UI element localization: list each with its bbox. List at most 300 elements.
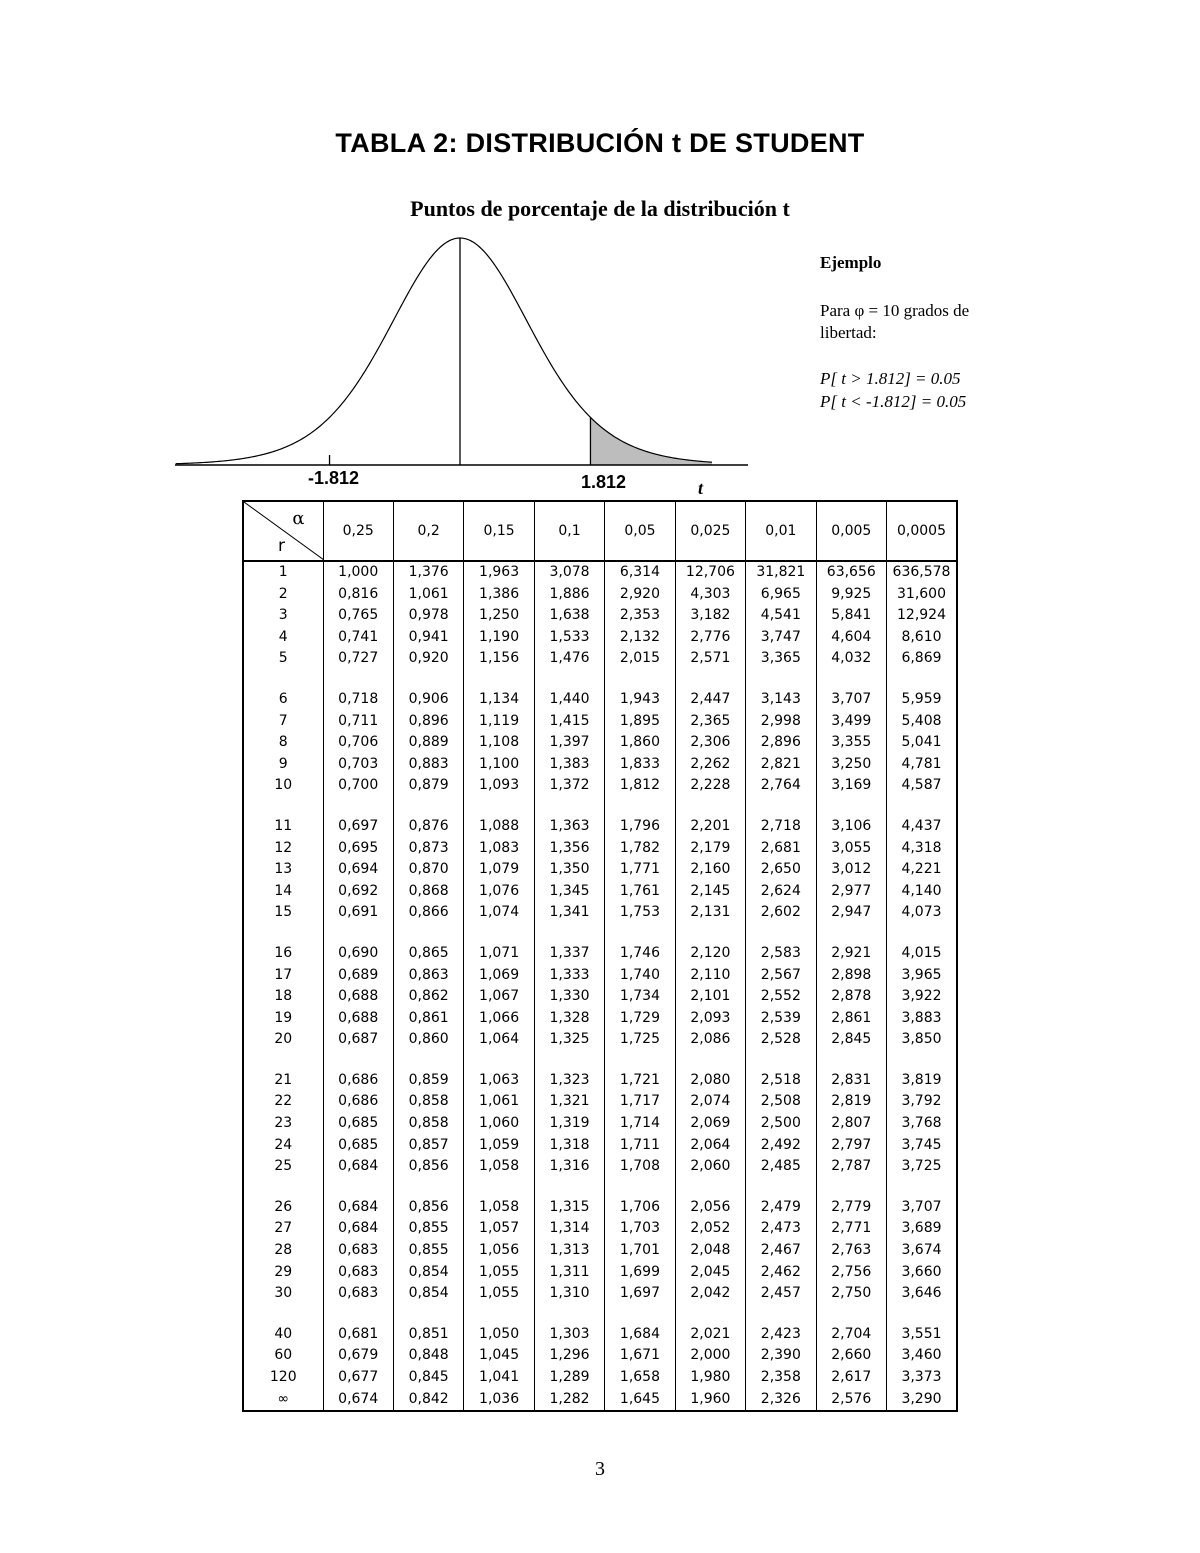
critical-value-cell: 1,058 bbox=[464, 1156, 534, 1178]
spacer-cell bbox=[393, 797, 463, 816]
critical-value-cell: 2,064 bbox=[675, 1135, 745, 1157]
critical-value-cell: 4,140 bbox=[887, 881, 958, 903]
table-row bbox=[243, 1218, 957, 1240]
spacer-cell bbox=[323, 1051, 393, 1070]
critical-value-cell: 1,319 bbox=[534, 1113, 604, 1135]
critical-value-cell: 6,965 bbox=[746, 584, 816, 606]
spacer-cell bbox=[464, 670, 534, 689]
critical-value-cell: 2,756 bbox=[816, 1262, 886, 1284]
critical-value-cell: 2,518 bbox=[746, 1070, 816, 1092]
critical-value-cell: 1,061 bbox=[464, 1091, 534, 1113]
df-cell: 60 bbox=[274, 1347, 293, 1364]
critical-value-cell: 1,717 bbox=[605, 1091, 675, 1113]
critical-value-cell: 1,960 bbox=[675, 1389, 745, 1412]
critical-value-cell: 1,057 bbox=[464, 1218, 534, 1240]
critical-value-cell: 2,423 bbox=[746, 1324, 816, 1346]
critical-value-cell: 1,134 bbox=[464, 689, 534, 711]
critical-value-cell: 2,201 bbox=[675, 816, 745, 838]
spacer-cell bbox=[675, 797, 745, 816]
spacer-cell bbox=[816, 797, 886, 816]
spacer-cell bbox=[323, 924, 393, 943]
critical-value-cell: 2,500 bbox=[746, 1113, 816, 1135]
critical-value-cell: 0,865 bbox=[393, 943, 463, 965]
df-cell: 11 bbox=[274, 817, 293, 834]
upper-tail-shaded-area bbox=[590, 417, 712, 465]
critical-value-cell: 2,353 bbox=[605, 605, 675, 627]
critical-value-cell: 1,303 bbox=[534, 1324, 604, 1346]
critical-value-cell: 1,321 bbox=[534, 1091, 604, 1113]
critical-value-cell: 1,701 bbox=[605, 1240, 675, 1262]
critical-value-cell: 2,764 bbox=[746, 775, 816, 797]
critical-value-cell: 1,156 bbox=[464, 648, 534, 670]
critical-value-cell: 2,262 bbox=[675, 754, 745, 776]
critical-value-cell: 2,145 bbox=[675, 881, 745, 903]
critical-value-cell: 1,638 bbox=[534, 605, 604, 627]
df-cell: 4 bbox=[278, 628, 288, 645]
critical-value-cell: 0,879 bbox=[393, 775, 463, 797]
spacer-cell bbox=[675, 1051, 745, 1070]
spacer-cell bbox=[393, 1051, 463, 1070]
critical-value-cell: 1,714 bbox=[605, 1113, 675, 1135]
critical-value-cell: 6,314 bbox=[605, 561, 675, 584]
spacer-cell bbox=[887, 924, 958, 943]
critical-value-cell: 1,740 bbox=[605, 965, 675, 987]
critical-value-cell: 1,372 bbox=[534, 775, 604, 797]
critical-value-cell: 1,314 bbox=[534, 1218, 604, 1240]
spacer-cell bbox=[534, 1051, 604, 1070]
df-cell: 16 bbox=[274, 944, 293, 961]
t-axis-label: t bbox=[698, 478, 704, 498]
critical-value-cell: 1,356 bbox=[534, 838, 604, 860]
critical-value-cell: 1,771 bbox=[605, 859, 675, 881]
spacer-cell bbox=[534, 797, 604, 816]
critical-value-cell: 1,708 bbox=[605, 1156, 675, 1178]
critical-value-cell: 1,341 bbox=[534, 902, 604, 924]
density-curve bbox=[176, 238, 712, 464]
table-row bbox=[243, 1113, 957, 1135]
critical-value-cell: 3,745 bbox=[887, 1135, 958, 1157]
critical-value-cell: 3,106 bbox=[816, 816, 886, 838]
critical-value-cell: 31,600 bbox=[887, 584, 958, 606]
group-spacer-row bbox=[243, 670, 957, 689]
spacer-cell bbox=[243, 1051, 323, 1070]
spacer-cell bbox=[605, 1051, 675, 1070]
spacer-cell bbox=[675, 1305, 745, 1324]
df-cell: ∞ bbox=[277, 1390, 290, 1407]
critical-value-cell: 1,345 bbox=[534, 881, 604, 903]
alpha-header-cell: 0,005 bbox=[816, 501, 886, 561]
critical-value-cell: 2,797 bbox=[816, 1135, 886, 1157]
critical-value-cell: 0,697 bbox=[323, 816, 393, 838]
spacer-cell bbox=[464, 1305, 534, 1324]
critical-value-cell: 1,119 bbox=[464, 711, 534, 733]
critical-value-cell: 1,440 bbox=[534, 689, 604, 711]
critical-value-cell: 1,943 bbox=[605, 689, 675, 711]
critical-value-cell: 1,250 bbox=[464, 605, 534, 627]
critical-value-cell: 2,750 bbox=[816, 1283, 886, 1305]
critical-value-cell: 2,492 bbox=[746, 1135, 816, 1157]
spacer-cell bbox=[243, 1305, 323, 1324]
table-row bbox=[243, 711, 957, 733]
df-cell: 9 bbox=[278, 755, 288, 772]
critical-value-cell: 2,365 bbox=[675, 711, 745, 733]
critical-value-cell: 1,050 bbox=[464, 1324, 534, 1346]
example-text-line: Para φ = 10 grados de bbox=[820, 301, 970, 320]
critical-value-cell: 1,729 bbox=[605, 1008, 675, 1030]
critical-value-cell: 1,711 bbox=[605, 1135, 675, 1157]
group-spacer-row bbox=[243, 797, 957, 816]
critical-value-cell: 0,685 bbox=[323, 1113, 393, 1135]
critical-value-cell: 4,541 bbox=[746, 605, 816, 627]
critical-value-cell: 2,779 bbox=[816, 1197, 886, 1219]
critical-value-cell: 2,650 bbox=[746, 859, 816, 881]
spacer-cell bbox=[605, 1305, 675, 1324]
df-cell: 1 bbox=[278, 564, 288, 580]
spacer-cell bbox=[464, 924, 534, 943]
critical-value-cell: 2,132 bbox=[605, 627, 675, 649]
critical-value-cell: 1,533 bbox=[534, 627, 604, 649]
positive-critical-label: 1.812 bbox=[581, 472, 627, 492]
critical-value-cell: 1,316 bbox=[534, 1156, 604, 1178]
table-row bbox=[243, 1345, 957, 1367]
spacer-cell bbox=[816, 1305, 886, 1324]
critical-value-cell: 1,703 bbox=[605, 1218, 675, 1240]
critical-value-cell: 3,883 bbox=[887, 1008, 958, 1030]
spacer-cell bbox=[323, 1178, 393, 1197]
critical-value-cell: 1,313 bbox=[534, 1240, 604, 1262]
spacer-cell bbox=[675, 924, 745, 943]
critical-value-cell: 1,671 bbox=[605, 1345, 675, 1367]
alpha-header-cell: 0,1 bbox=[534, 501, 604, 561]
critical-value-cell: 2,998 bbox=[746, 711, 816, 733]
critical-value-cell: 1,059 bbox=[464, 1135, 534, 1157]
critical-value-cell: 0,765 bbox=[323, 605, 393, 627]
spacer-cell bbox=[816, 670, 886, 689]
table-row bbox=[243, 775, 957, 797]
spacer-cell bbox=[887, 1051, 958, 1070]
df-cell: 19 bbox=[274, 1009, 293, 1026]
critical-value-cell: 1,060 bbox=[464, 1113, 534, 1135]
table-row bbox=[243, 1262, 957, 1284]
spacer-cell bbox=[534, 670, 604, 689]
critical-value-cell: 0,689 bbox=[323, 965, 393, 987]
critical-value-cell: 1,058 bbox=[464, 1197, 534, 1219]
critical-value-cell: 3,290 bbox=[887, 1389, 958, 1412]
critical-value-cell: 2,718 bbox=[746, 816, 816, 838]
critical-value-cell: 1,282 bbox=[534, 1389, 604, 1412]
spacer-cell bbox=[605, 924, 675, 943]
critical-value-cell: 2,447 bbox=[675, 689, 745, 711]
page-number: 3 bbox=[595, 1458, 605, 1480]
critical-value-cell: 1,706 bbox=[605, 1197, 675, 1219]
df-cell: 10 bbox=[274, 777, 293, 794]
critical-value-cell: 1,036 bbox=[464, 1389, 534, 1412]
spacer-cell bbox=[746, 670, 816, 689]
table-row bbox=[243, 881, 957, 903]
critical-value-cell: 3,965 bbox=[887, 965, 958, 987]
table-row bbox=[243, 1070, 957, 1092]
critical-value-cell: 1,796 bbox=[605, 816, 675, 838]
critical-value-cell: 0,845 bbox=[393, 1367, 463, 1389]
figure-subtitle: Puntos de porcentaje de la distribución t bbox=[410, 196, 790, 221]
critical-value-cell: 1,415 bbox=[534, 711, 604, 733]
df-cell: 40 bbox=[274, 1325, 293, 1342]
corner-header-cell bbox=[243, 501, 323, 561]
critical-value-cell: 1,000 bbox=[323, 561, 393, 584]
critical-value-cell: 2,776 bbox=[675, 627, 745, 649]
critical-value-cell: 4,587 bbox=[887, 775, 958, 797]
spacer-cell bbox=[393, 1178, 463, 1197]
critical-value-cell: 0,711 bbox=[323, 711, 393, 733]
critical-value-cell: 2,000 bbox=[675, 1345, 745, 1367]
df-cell: 3 bbox=[278, 607, 288, 624]
critical-value-cell: 1,684 bbox=[605, 1324, 675, 1346]
critical-value-cell: 0,889 bbox=[393, 732, 463, 754]
critical-value-cell: 1,476 bbox=[534, 648, 604, 670]
table-row bbox=[243, 561, 957, 584]
critical-value-cell: 2,485 bbox=[746, 1156, 816, 1178]
critical-value-cell: 2,583 bbox=[746, 943, 816, 965]
critical-value-cell: 4,032 bbox=[816, 648, 886, 670]
critical-value-cell: 0,855 bbox=[393, 1240, 463, 1262]
critical-value-cell: 2,896 bbox=[746, 732, 816, 754]
critical-value-cell: 1,330 bbox=[534, 986, 604, 1008]
critical-value-cell: 2,898 bbox=[816, 965, 886, 987]
critical-value-cell: 2,160 bbox=[675, 859, 745, 881]
critical-value-cell: 1,067 bbox=[464, 986, 534, 1008]
critical-value-cell: 4,303 bbox=[675, 584, 745, 606]
critical-value-cell: 0,855 bbox=[393, 1218, 463, 1240]
spacer-cell bbox=[393, 1305, 463, 1324]
df-cell: 18 bbox=[274, 988, 293, 1005]
spacer-cell bbox=[393, 924, 463, 943]
table-row bbox=[243, 1156, 957, 1178]
critical-value-cell: 0,868 bbox=[393, 881, 463, 903]
critical-value-cell: 0,681 bbox=[323, 1324, 393, 1346]
critical-value-cell: 1,100 bbox=[464, 754, 534, 776]
critical-value-cell: 0,686 bbox=[323, 1091, 393, 1113]
critical-value-cell: 2,602 bbox=[746, 902, 816, 924]
critical-value-cell: 12,924 bbox=[887, 605, 958, 627]
critical-value-cell: 0,683 bbox=[323, 1240, 393, 1262]
critical-value-cell: 2,179 bbox=[675, 838, 745, 860]
critical-value-cell: 1,056 bbox=[464, 1240, 534, 1262]
critical-value-cell: 2,704 bbox=[816, 1324, 886, 1346]
critical-value-cell: 2,462 bbox=[746, 1262, 816, 1284]
critical-value-cell: 2,228 bbox=[675, 775, 745, 797]
critical-value-cell: 6,869 bbox=[887, 648, 958, 670]
critical-value-cell: 2,479 bbox=[746, 1197, 816, 1219]
critical-value-cell: 3,182 bbox=[675, 605, 745, 627]
critical-value-cell: 0,677 bbox=[323, 1367, 393, 1389]
table-row bbox=[243, 605, 957, 627]
df-cell: 20 bbox=[274, 1031, 293, 1048]
critical-value-cell: 4,604 bbox=[816, 627, 886, 649]
critical-value-cell: 0,858 bbox=[393, 1091, 463, 1113]
critical-value-cell: 2,042 bbox=[675, 1283, 745, 1305]
critical-value-cell: 1,812 bbox=[605, 775, 675, 797]
critical-value-cell: 1,333 bbox=[534, 965, 604, 987]
critical-value-cell: 0,854 bbox=[393, 1283, 463, 1305]
df-cell: 22 bbox=[274, 1093, 293, 1110]
critical-value-cell: 1,753 bbox=[605, 902, 675, 924]
critical-value-cell: 3,646 bbox=[887, 1283, 958, 1305]
critical-value-cell: 4,318 bbox=[887, 838, 958, 860]
critical-value-cell: 2,093 bbox=[675, 1008, 745, 1030]
table-row bbox=[243, 902, 957, 924]
critical-value-cell: 0,906 bbox=[393, 689, 463, 711]
page-title: TABLA 2: DISTRIBUCIÓN t DE STUDENT bbox=[335, 128, 865, 158]
critical-value-cell: 31,821 bbox=[746, 561, 816, 584]
table-row bbox=[243, 1389, 957, 1412]
critical-value-cell: 0,863 bbox=[393, 965, 463, 987]
critical-value-cell: 1,363 bbox=[534, 816, 604, 838]
df-cell: 30 bbox=[274, 1285, 293, 1302]
spacer-cell bbox=[534, 1305, 604, 1324]
critical-value-cell: 2,060 bbox=[675, 1156, 745, 1178]
critical-value-cell: 0,683 bbox=[323, 1283, 393, 1305]
critical-value-cell: 1,397 bbox=[534, 732, 604, 754]
critical-value-cell: 0,851 bbox=[393, 1324, 463, 1346]
alpha-symbol: α bbox=[292, 508, 305, 529]
table-row bbox=[243, 754, 957, 776]
critical-value-cell: 1,055 bbox=[464, 1262, 534, 1284]
critical-value-cell: 2,539 bbox=[746, 1008, 816, 1030]
spacer-cell bbox=[675, 1178, 745, 1197]
alpha-header-cell: 0,15 bbox=[464, 501, 534, 561]
table-row bbox=[243, 1240, 957, 1262]
critical-value-cell: 2,473 bbox=[746, 1218, 816, 1240]
critical-value-cell: 1,289 bbox=[534, 1367, 604, 1389]
group-spacer-row bbox=[243, 924, 957, 943]
spacer-cell bbox=[816, 1178, 886, 1197]
critical-value-cell: 1,761 bbox=[605, 881, 675, 903]
critical-value-cell: 0,683 bbox=[323, 1262, 393, 1284]
critical-value-cell: 1,061 bbox=[393, 584, 463, 606]
negative-critical-label: -1.812 bbox=[308, 468, 360, 488]
table-row bbox=[243, 648, 957, 670]
alpha-header-cell: 0,0005 bbox=[887, 501, 958, 561]
critical-value-cell: 0,695 bbox=[323, 838, 393, 860]
critical-value-cell: 1,315 bbox=[534, 1197, 604, 1219]
critical-value-cell: 1,311 bbox=[534, 1262, 604, 1284]
spacer-cell bbox=[746, 924, 816, 943]
critical-value-cell: 2,358 bbox=[746, 1367, 816, 1389]
critical-value-cell: 0,941 bbox=[393, 627, 463, 649]
critical-value-cell: 2,074 bbox=[675, 1091, 745, 1113]
group-spacer-row bbox=[243, 1305, 957, 1324]
critical-value-cell: 1,350 bbox=[534, 859, 604, 881]
group-spacer-row bbox=[243, 1178, 957, 1197]
critical-value-cell: 2,306 bbox=[675, 732, 745, 754]
critical-value-cell: 2,457 bbox=[746, 1283, 816, 1305]
critical-value-cell: 0,920 bbox=[393, 648, 463, 670]
critical-value-cell: 0,684 bbox=[323, 1156, 393, 1178]
critical-value-cell: 2,056 bbox=[675, 1197, 745, 1219]
critical-value-cell: 0,858 bbox=[393, 1113, 463, 1135]
critical-value-cell: 2,787 bbox=[816, 1156, 886, 1178]
critical-value-cell: 2,807 bbox=[816, 1113, 886, 1135]
critical-value-cell: 0,861 bbox=[393, 1008, 463, 1030]
critical-value-cell: 1,071 bbox=[464, 943, 534, 965]
critical-value-cell: 0,700 bbox=[323, 775, 393, 797]
critical-value-cell: 3,922 bbox=[887, 986, 958, 1008]
critical-value-cell: 1,699 bbox=[605, 1262, 675, 1284]
example-probability-lower: P[ t < -1.812] = 0.05 bbox=[820, 392, 967, 411]
critical-value-cell: 0,816 bbox=[323, 584, 393, 606]
table-row bbox=[243, 1283, 957, 1305]
critical-value-cell: 1,833 bbox=[605, 754, 675, 776]
critical-value-cell: 3,078 bbox=[534, 561, 604, 584]
group-spacer-row bbox=[243, 1051, 957, 1070]
example-heading: Ejemplo bbox=[820, 253, 882, 272]
df-cell: 15 bbox=[274, 904, 293, 921]
critical-value-cell: 4,781 bbox=[887, 754, 958, 776]
spacer-cell bbox=[464, 1051, 534, 1070]
critical-value-cell: 2,821 bbox=[746, 754, 816, 776]
critical-value-cell: 2,528 bbox=[746, 1029, 816, 1051]
critical-value-cell: 1,383 bbox=[534, 754, 604, 776]
critical-value-cell: 9,925 bbox=[816, 584, 886, 606]
critical-value-cell: 2,576 bbox=[816, 1389, 886, 1412]
spacer-cell bbox=[464, 1178, 534, 1197]
critical-value-cell: 2,819 bbox=[816, 1091, 886, 1113]
df-cell: 26 bbox=[274, 1198, 293, 1215]
critical-value-cell: 1,108 bbox=[464, 732, 534, 754]
critical-value-cell: 1,645 bbox=[605, 1389, 675, 1412]
critical-value-cell: 1,734 bbox=[605, 986, 675, 1008]
table-row bbox=[243, 1008, 957, 1030]
critical-value-cell: 0,870 bbox=[393, 859, 463, 881]
critical-value-cell: 1,093 bbox=[464, 775, 534, 797]
table-row bbox=[243, 732, 957, 754]
critical-value-cell: 2,508 bbox=[746, 1091, 816, 1113]
critical-value-cell: 0,687 bbox=[323, 1029, 393, 1051]
critical-value-cell: 3,725 bbox=[887, 1156, 958, 1178]
critical-value-cell: 0,848 bbox=[393, 1345, 463, 1367]
critical-value-cell: 0,688 bbox=[323, 986, 393, 1008]
critical-value-cell: 0,856 bbox=[393, 1197, 463, 1219]
critical-value-cell: 1,328 bbox=[534, 1008, 604, 1030]
spacer-cell bbox=[243, 1178, 323, 1197]
critical-value-cell: 636,578 bbox=[887, 561, 958, 584]
df-cell: 17 bbox=[274, 966, 293, 983]
spacer-cell bbox=[323, 797, 393, 816]
table-row bbox=[243, 1029, 957, 1051]
critical-value-cell: 1,318 bbox=[534, 1135, 604, 1157]
critical-value-cell: 3,689 bbox=[887, 1218, 958, 1240]
critical-value-cell: 1,376 bbox=[393, 561, 463, 584]
spacer-cell bbox=[816, 1051, 886, 1070]
critical-value-cell: 0,684 bbox=[323, 1197, 393, 1219]
df-cell: 13 bbox=[274, 861, 293, 878]
critical-value-cell: 5,041 bbox=[887, 732, 958, 754]
spacer-cell bbox=[464, 797, 534, 816]
critical-value-cell: 0,883 bbox=[393, 754, 463, 776]
alpha-header-cell: 0,01 bbox=[746, 501, 816, 561]
critical-value-cell: 3,660 bbox=[887, 1262, 958, 1284]
example-text-line: libertad: bbox=[820, 323, 877, 342]
table-row bbox=[243, 1197, 957, 1219]
critical-value-cell: 3,792 bbox=[887, 1091, 958, 1113]
critical-value-cell: 2,624 bbox=[746, 881, 816, 903]
critical-value-cell: 2,048 bbox=[675, 1240, 745, 1262]
spacer-cell bbox=[323, 1305, 393, 1324]
critical-value-cell: 0,674 bbox=[323, 1389, 393, 1412]
spacer-cell bbox=[746, 797, 816, 816]
spacer-cell bbox=[323, 670, 393, 689]
critical-value-cell: 5,959 bbox=[887, 689, 958, 711]
